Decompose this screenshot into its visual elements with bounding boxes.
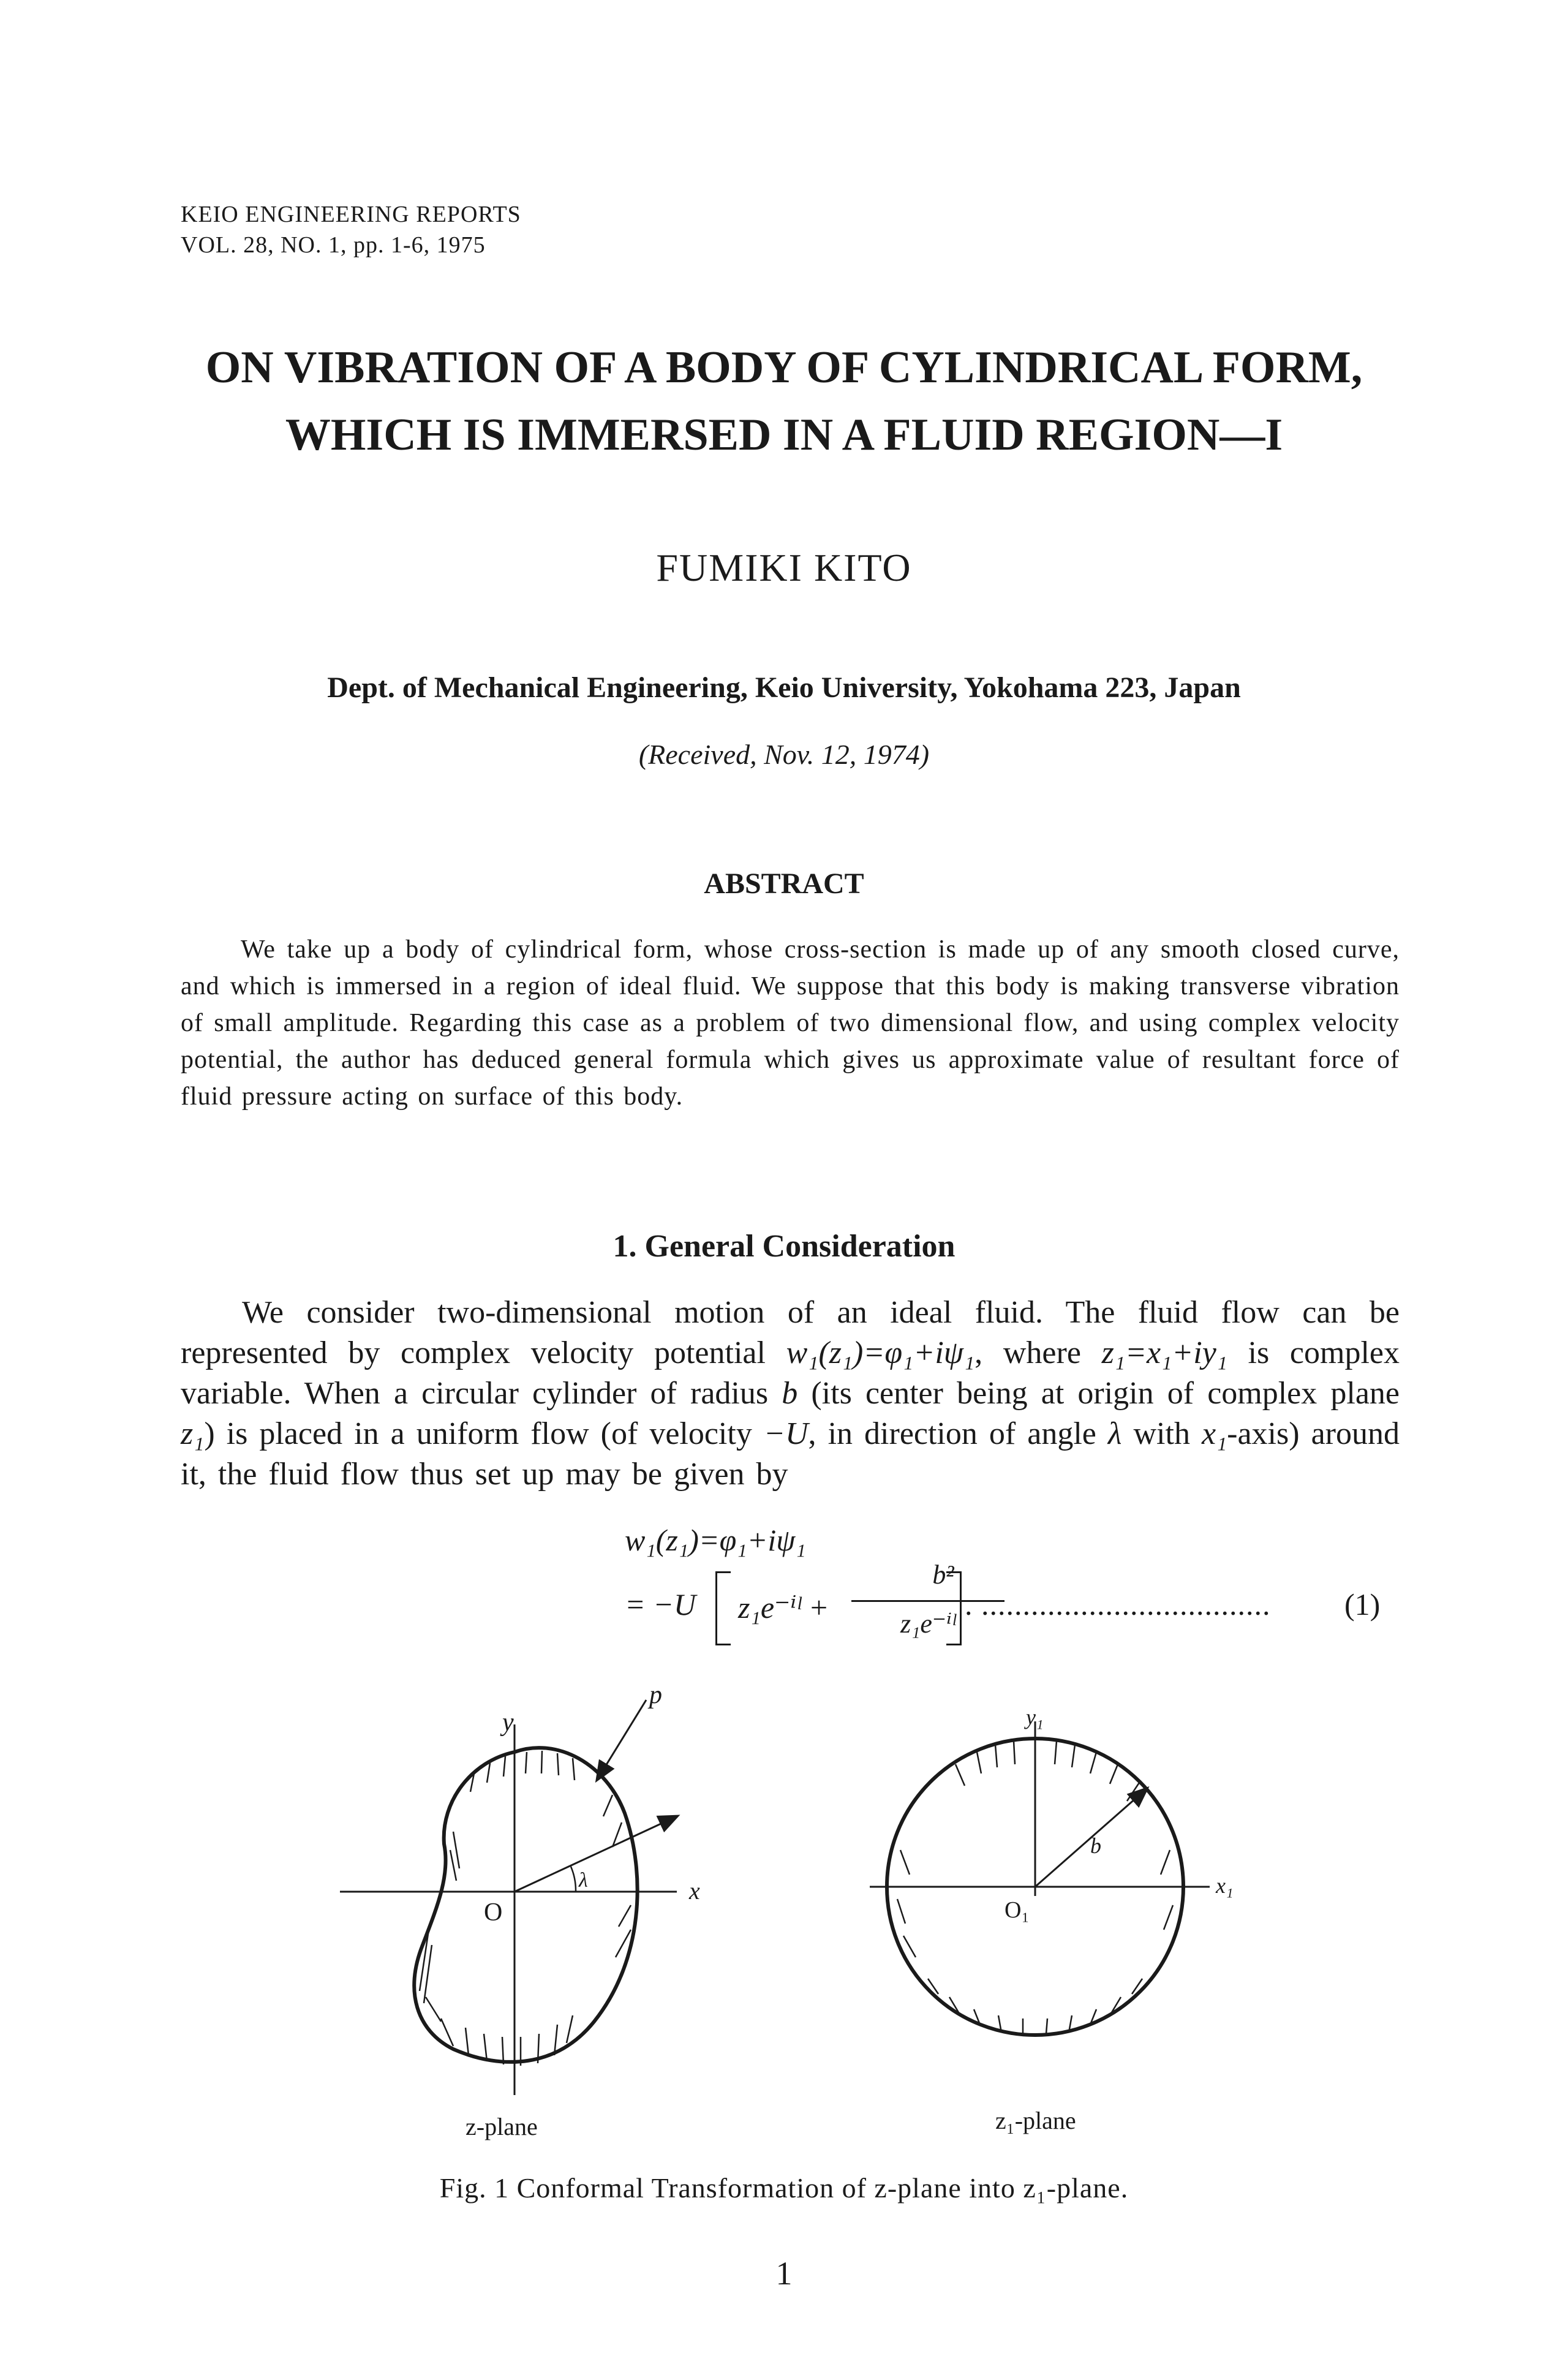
radius-label: b [1090, 1833, 1101, 1858]
right-bracket [946, 1571, 962, 1645]
equation-line1: w₁(z₁)=φ₁+iψ₁ [625, 1523, 806, 1557]
math-inline: w₁(z₁)=φ₁+iψ₁ [786, 1335, 975, 1370]
equation-line2 [625, 1587, 696, 1622]
x1-axis-label: x₁ [1216, 1873, 1234, 1898]
x-axis-label: x [689, 1877, 700, 1905]
abstract-text: We take up a body of cylindrical form, whose cross-section is made up of any smooth closed curve, and which is immersed in a region of ideal fluid. We suppose that this body is making transverse vibration of small amplitude. Regarding this case as a problem of two dimensional flow, and using complex velocity potential, the author has deduced general formula which gives us approximate value of resultant force of fluid pressure acting on surface of this body. [181, 935, 1400, 1111]
equation-dots: . ................................... [965, 1587, 1271, 1622]
paper-title-line2: WHICH IS IMMERSED IN A FLUID REGION—I [285, 410, 1283, 460]
paragraph-text: , where [974, 1335, 1102, 1370]
paragraph-text: -axis) around it, the fluid flow thus set up may be given by [181, 1416, 1400, 1492]
left-bracket [715, 1571, 731, 1645]
author-name: FUMIKI KITO [656, 546, 912, 589]
equation-lhs: = −U [625, 1587, 696, 1622]
math-inline: λ [1107, 1416, 1122, 1451]
journal-volume: VOL. 28, NO. 1, pp. 1-6, 1975 [181, 232, 486, 258]
z-plane-diagram [340, 1681, 700, 2140]
paper-title-line1: ON VIBRATION OF A BODY OF CYLINDRICAL FORM, [205, 342, 1363, 393]
section-paragraph [181, 1293, 1400, 1495]
section-heading: 1. General Consideration [612, 1229, 956, 1264]
journal-header [181, 199, 521, 260]
received-date: (Received, Nov. 12, 1974) [638, 739, 930, 770]
y1-axis-label: y₁ [1026, 1705, 1044, 1729]
p-label: p [649, 1681, 662, 1709]
origin-label: O [484, 1898, 503, 1927]
angle-label: λ [579, 1869, 588, 1892]
fraction-numerator: b² [932, 1560, 954, 1590]
affiliation: Dept. of Mechanical Engineering, Keio University, Yokohama 223, Japan [327, 671, 1241, 704]
figure-caption: Fig. 1 Conformal Transformation of z-plane into z₁-plane. [439, 2172, 1129, 2204]
z1-plane-diagram [870, 1705, 1234, 2134]
z-plane-label: z-plane [466, 2113, 538, 2140]
body-contour [414, 1748, 637, 2062]
paragraph-text: ) is placed in a uniform flow (of velocity [204, 1416, 764, 1451]
y-axis-label: y [502, 1709, 514, 1737]
pressure-arrow [597, 1700, 646, 1780]
paragraph-text: , in direction of angle [808, 1416, 1108, 1451]
figure-1 [0, 1666, 1568, 2169]
angle-arc [571, 1867, 576, 1892]
math-inline: b [782, 1376, 798, 1411]
z1-plane-label: z₁-plane [995, 2107, 1076, 2134]
page-number: 1 [775, 2255, 793, 2292]
paragraph-text: (its center being at origin of complex plane [797, 1376, 1400, 1411]
paragraph-text: We consider two-dimensional motion of an ideal fluid. The fluid flow can be represented by complex velocity potential [181, 1295, 1400, 1370]
math-inline: z₁ [181, 1416, 205, 1451]
fraction-denominator: z₁e⁻ⁱˡ [900, 1609, 956, 1639]
flow-direction-arrow [514, 1816, 677, 1892]
math-inline: z₁=x₁+iy₁ [1101, 1335, 1227, 1370]
equation-term1: z₁e⁻ⁱˡ + [738, 1590, 829, 1625]
math-inline: −U [763, 1416, 809, 1451]
hatching [420, 1751, 631, 2066]
abstract-heading: ABSTRACT [704, 867, 864, 900]
paragraph-text: with [1121, 1416, 1202, 1451]
equation-number: (1) [1344, 1587, 1381, 1622]
paragraph-text: is complex variable. When a circular cylinder of radius [181, 1335, 1400, 1411]
math-inline: x₁ [1201, 1416, 1227, 1451]
origin1-label: O₁ [1005, 1897, 1030, 1923]
journal-name: KEIO ENGINEERING REPORTS [181, 202, 521, 227]
